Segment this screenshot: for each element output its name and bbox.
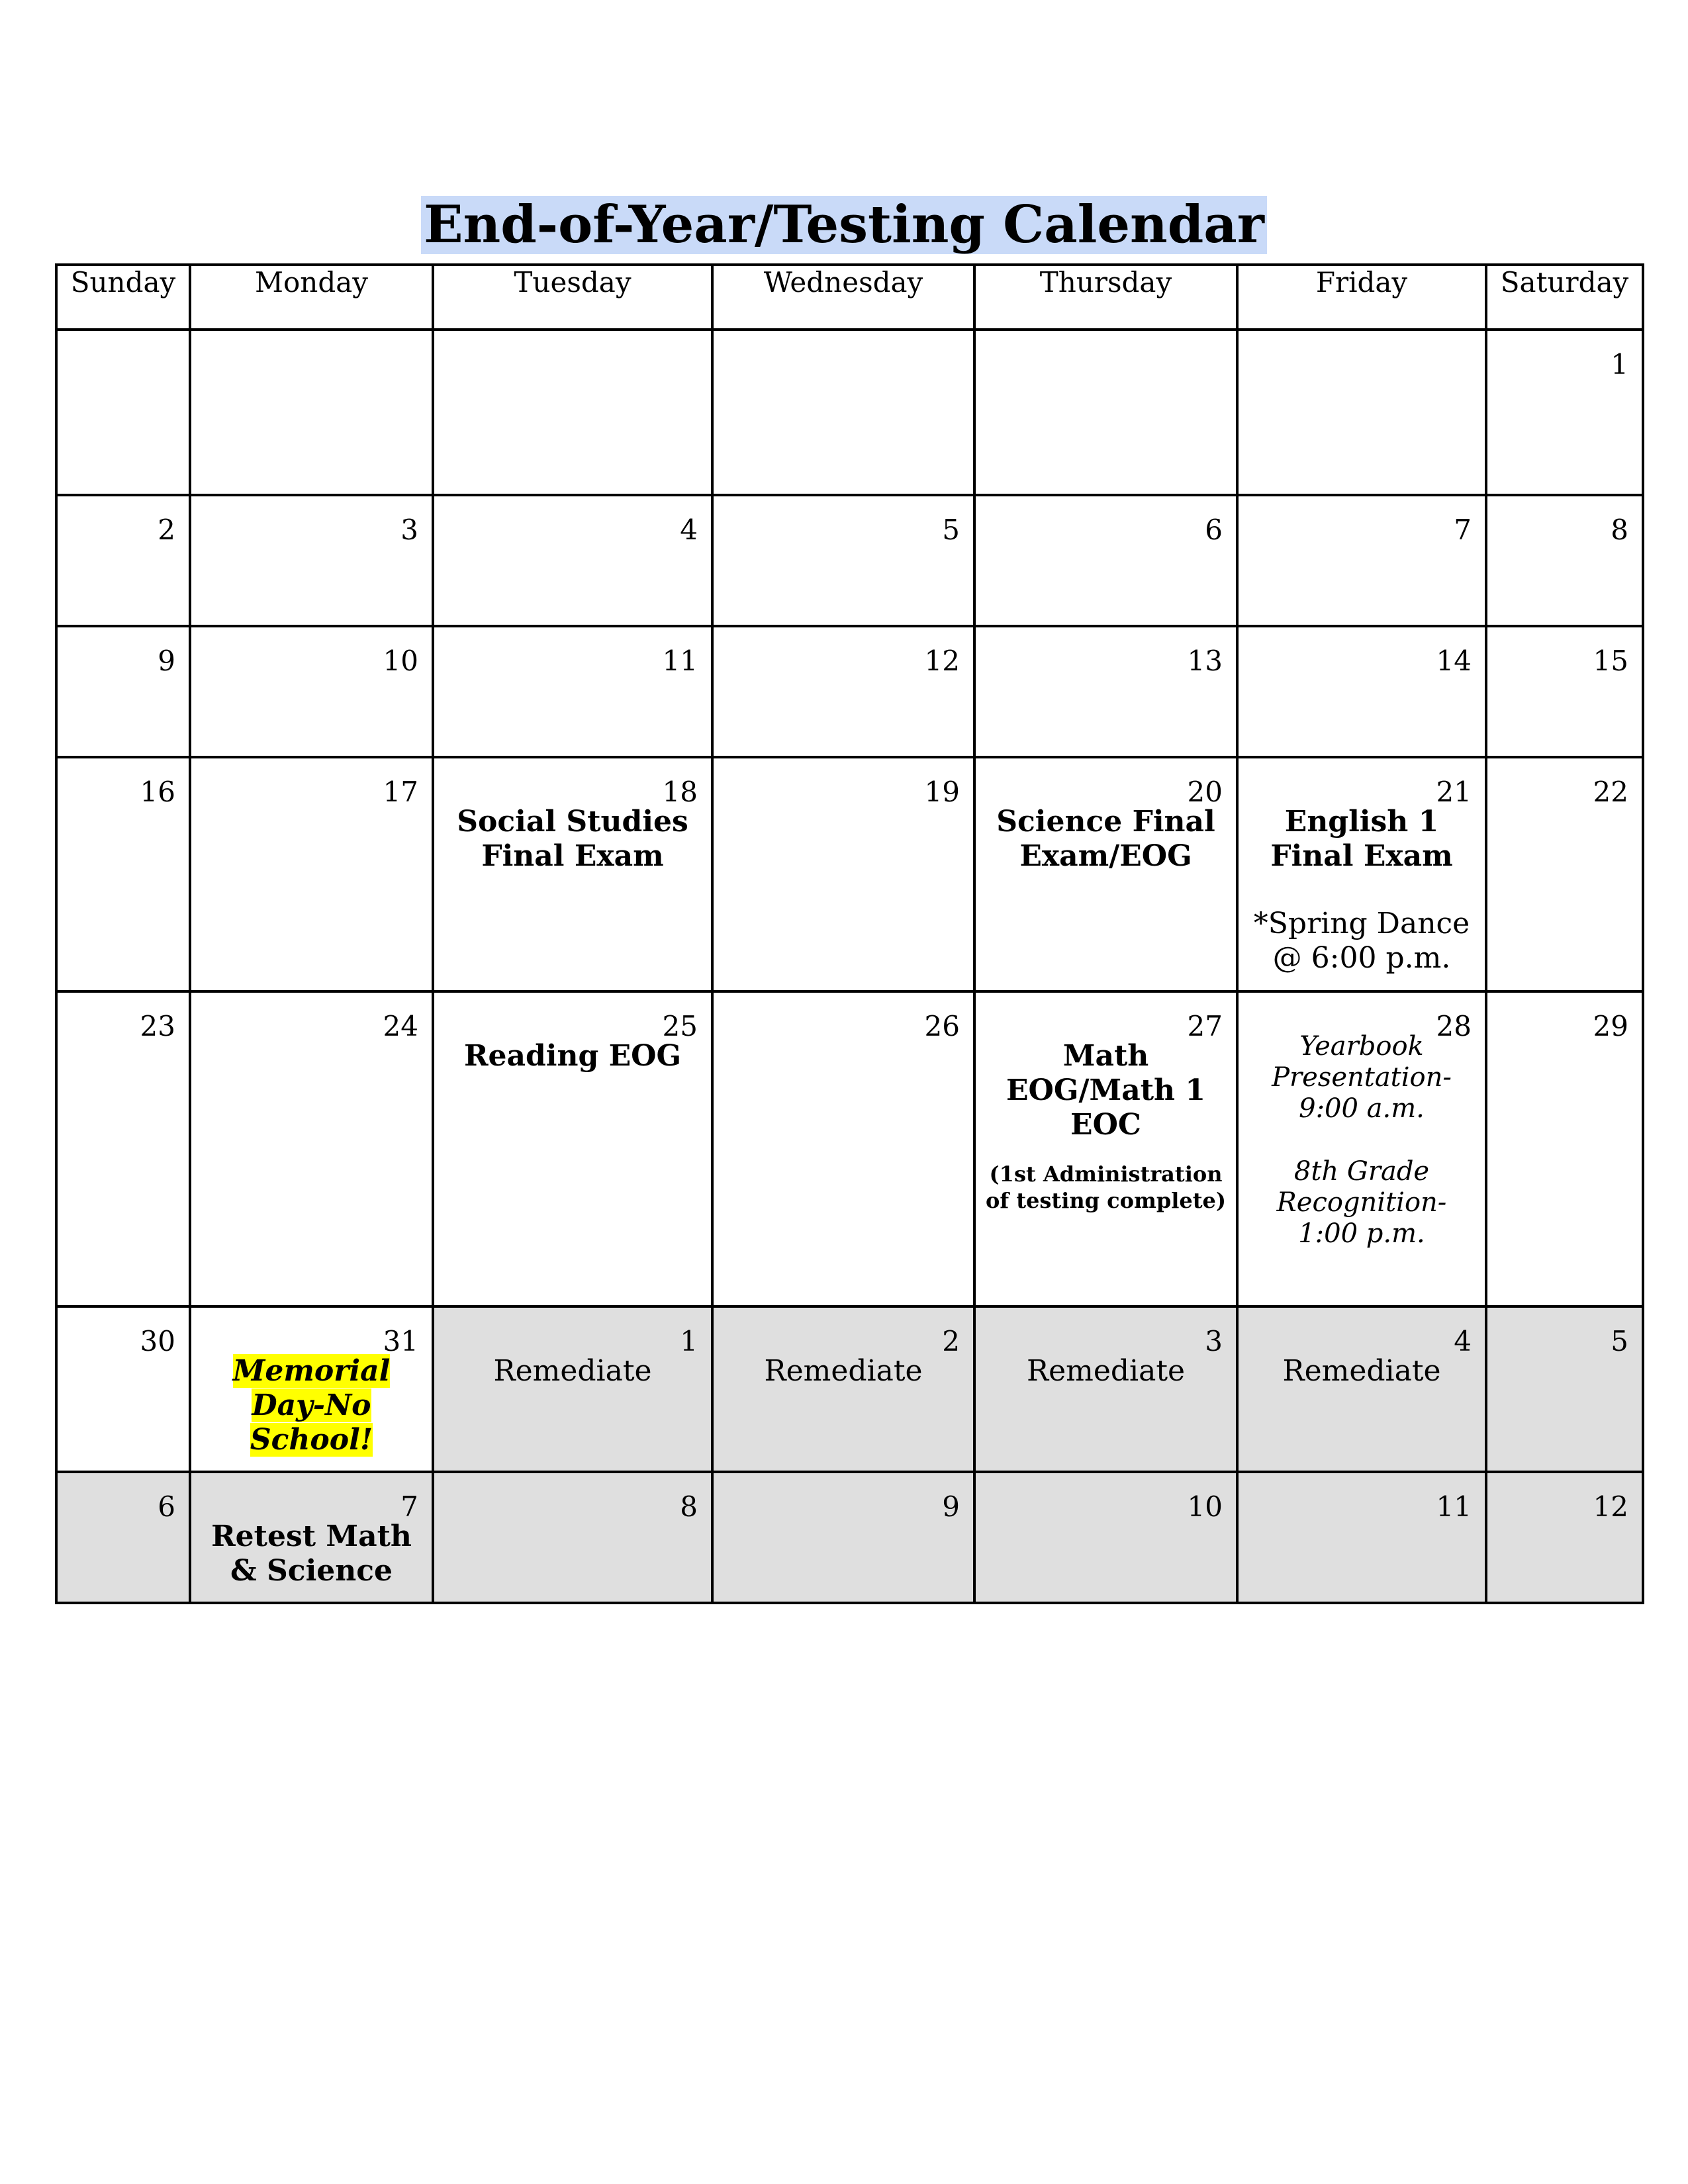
day-number: 19: [924, 776, 960, 808]
calendar-event: (1st Administration of testing complete): [986, 1161, 1226, 1213]
calendar-day-cell: [433, 495, 712, 626]
calendar-day-cell: [56, 757, 190, 991]
day-number: 9: [158, 645, 175, 677]
calendar-day-cell: [433, 991, 712, 1306]
calendar-week-row: [56, 1306, 1643, 1472]
day-number: 6: [1205, 514, 1223, 546]
weekday-sunday: Sunday: [56, 265, 190, 330]
calendar-week-row: [56, 495, 1643, 626]
calendar-day-cell: [1486, 1306, 1643, 1472]
calendar-week-row: [56, 1472, 1643, 1603]
calendar-day-cell: [190, 1306, 433, 1472]
day-number: 29: [1593, 1010, 1628, 1042]
day-number: 28: [1436, 1010, 1472, 1042]
calendar-day-cell: [712, 1472, 974, 1603]
day-number: 11: [662, 645, 698, 677]
calendar-week-row: [56, 991, 1643, 1306]
calendar-day-cell: [1486, 626, 1643, 757]
day-number: 16: [140, 776, 175, 808]
calendar-day-cell: [712, 757, 974, 991]
calendar-day-cell: [190, 495, 433, 626]
day-number: 3: [400, 514, 418, 546]
weekday-friday: Friday: [1237, 265, 1486, 330]
page-title: End-of-Year/Testing Calendar: [421, 196, 1267, 254]
calendar-day-cell: [56, 1472, 190, 1603]
calendar-day-cell: [190, 1472, 433, 1603]
calendar-day-cell: [712, 330, 974, 495]
calendar-event: Social Studies Final Exam: [457, 805, 688, 873]
day-number: 30: [140, 1325, 175, 1357]
weekday-saturday: Saturday: [1486, 265, 1643, 330]
calendar-event: *Spring Dance @ 6:00 p.m.: [1253, 907, 1470, 975]
day-number: 3: [1205, 1325, 1223, 1357]
title-container: [0, 196, 1688, 254]
calendar-day-cell: [1237, 1306, 1486, 1472]
calendar-day-cell: [712, 991, 974, 1306]
calendar-event: Math EOG/Math 1 EOC: [1006, 1039, 1205, 1142]
day-events: [434, 1308, 711, 1388]
day-events: [191, 1473, 432, 1588]
calendar-day-cell: [433, 1306, 712, 1472]
calendar-day-cell: [433, 626, 712, 757]
calendar-day-cell: [1486, 757, 1643, 991]
day-number: 18: [662, 776, 698, 808]
calendar-day-cell: [974, 991, 1237, 1306]
day-number: 8: [1611, 514, 1628, 546]
calendar-week-row: [56, 757, 1643, 991]
day-events: [976, 1308, 1236, 1388]
calendar-day-cell: [712, 1306, 974, 1472]
calendar-day-cell: [1237, 330, 1486, 495]
calendar-day-cell: [56, 1306, 190, 1472]
calendar-day-cell: [190, 991, 433, 1306]
day-number: 1: [1611, 348, 1628, 381]
calendar-day-cell: [974, 757, 1237, 991]
calendar-event: English 1 Final Exam: [1270, 805, 1453, 873]
calendar-day-cell: [190, 757, 433, 991]
calendar-day-cell: [56, 330, 190, 495]
day-number: 4: [1454, 1325, 1472, 1357]
calendar-day-cell: [56, 991, 190, 1306]
day-number: 22: [1593, 776, 1628, 808]
day-number: 24: [383, 1010, 418, 1042]
day-number: 2: [158, 514, 175, 546]
day-number: 15: [1593, 645, 1628, 677]
day-number: 12: [924, 645, 960, 677]
calendar-day-cell: [1237, 626, 1486, 757]
day-number: 7: [1454, 514, 1472, 546]
holiday-highlight-text: Memorial Day-No School!: [232, 1354, 391, 1457]
calendar-event: Remediate: [1282, 1354, 1441, 1388]
calendar-event: Remediate: [493, 1354, 652, 1388]
calendar-event: Yearbook Presentation- 9:00 a.m.: [1272, 1031, 1452, 1124]
day-number: 14: [1436, 645, 1472, 677]
day-number: 1: [680, 1325, 698, 1357]
calendar-day-cell: [56, 626, 190, 757]
calendar-day-cell: [56, 495, 190, 626]
day-number: 5: [1611, 1325, 1628, 1357]
calendar-event: 8th Grade Recognition- 1:00 p.m.: [1276, 1156, 1447, 1249]
day-number: 5: [942, 514, 960, 546]
calendar-day-cell: [974, 330, 1237, 495]
calendar-day-cell: [712, 495, 974, 626]
day-number: 26: [924, 1010, 960, 1042]
day-number: 31: [383, 1325, 418, 1357]
calendar-day-cell: [974, 495, 1237, 626]
day-number: 21: [1436, 776, 1472, 808]
day-number: 27: [1187, 1010, 1223, 1042]
calendar-week-row: [56, 626, 1643, 757]
calendar-day-cell: [1237, 991, 1486, 1306]
calendar-day-cell: [974, 1306, 1237, 1472]
day-number: 8: [680, 1490, 698, 1523]
calendar-day-cell: [433, 330, 712, 495]
calendar-table: [55, 263, 1644, 1604]
calendar-day-cell: [1237, 1472, 1486, 1603]
calendar-day-cell: [190, 626, 433, 757]
day-events: [1239, 1308, 1485, 1388]
calendar-day-cell: [712, 626, 974, 757]
calendar-day-cell: [1237, 495, 1486, 626]
day-number: 23: [140, 1010, 175, 1042]
calendar-event: Reading EOG: [463, 1039, 682, 1073]
day-number: 4: [680, 514, 698, 546]
calendar-day-cell: [1486, 330, 1643, 495]
calendar-day-cell: [974, 626, 1237, 757]
weekday-header-row: [56, 265, 1643, 330]
calendar-day-cell: [1486, 1472, 1643, 1603]
calendar-day-cell: [190, 330, 433, 495]
day-number: 10: [1187, 1490, 1223, 1523]
calendar-event: Remediate: [1026, 1354, 1186, 1388]
calendar-day-cell: [433, 1472, 712, 1603]
weekday-thursday: Thursday: [974, 265, 1237, 330]
calendar-day-cell: [433, 757, 712, 991]
day-number: 20: [1187, 776, 1223, 808]
day-number: 17: [383, 776, 418, 808]
day-number: 7: [400, 1490, 418, 1523]
holiday-event: [197, 1354, 426, 1457]
calendar-day-cell: [974, 1472, 1237, 1603]
day-number: 12: [1593, 1490, 1628, 1523]
calendar-day-cell: [1237, 757, 1486, 991]
calendar-body: [56, 330, 1643, 1603]
day-number: 10: [383, 645, 418, 677]
day-number: 13: [1187, 645, 1223, 677]
weekday-wednesday: Wednesday: [712, 265, 974, 330]
day-number: 11: [1436, 1490, 1472, 1523]
calendar-event: Science Final Exam/EOG: [996, 805, 1215, 873]
day-number: 25: [662, 1010, 698, 1042]
day-events: [714, 1308, 973, 1388]
calendar-day-cell: [1486, 991, 1643, 1306]
calendar-week-row: [56, 330, 1643, 495]
day-number: 2: [942, 1325, 960, 1357]
weekday-monday: Monday: [190, 265, 433, 330]
calendar-event: Remediate: [764, 1354, 923, 1388]
weekday-tuesday: Tuesday: [433, 265, 712, 330]
calendar-event: Retest Math & Science: [211, 1520, 412, 1588]
day-number: 9: [942, 1490, 960, 1523]
day-number: 6: [158, 1490, 175, 1523]
calendar-day-cell: [1486, 495, 1643, 626]
